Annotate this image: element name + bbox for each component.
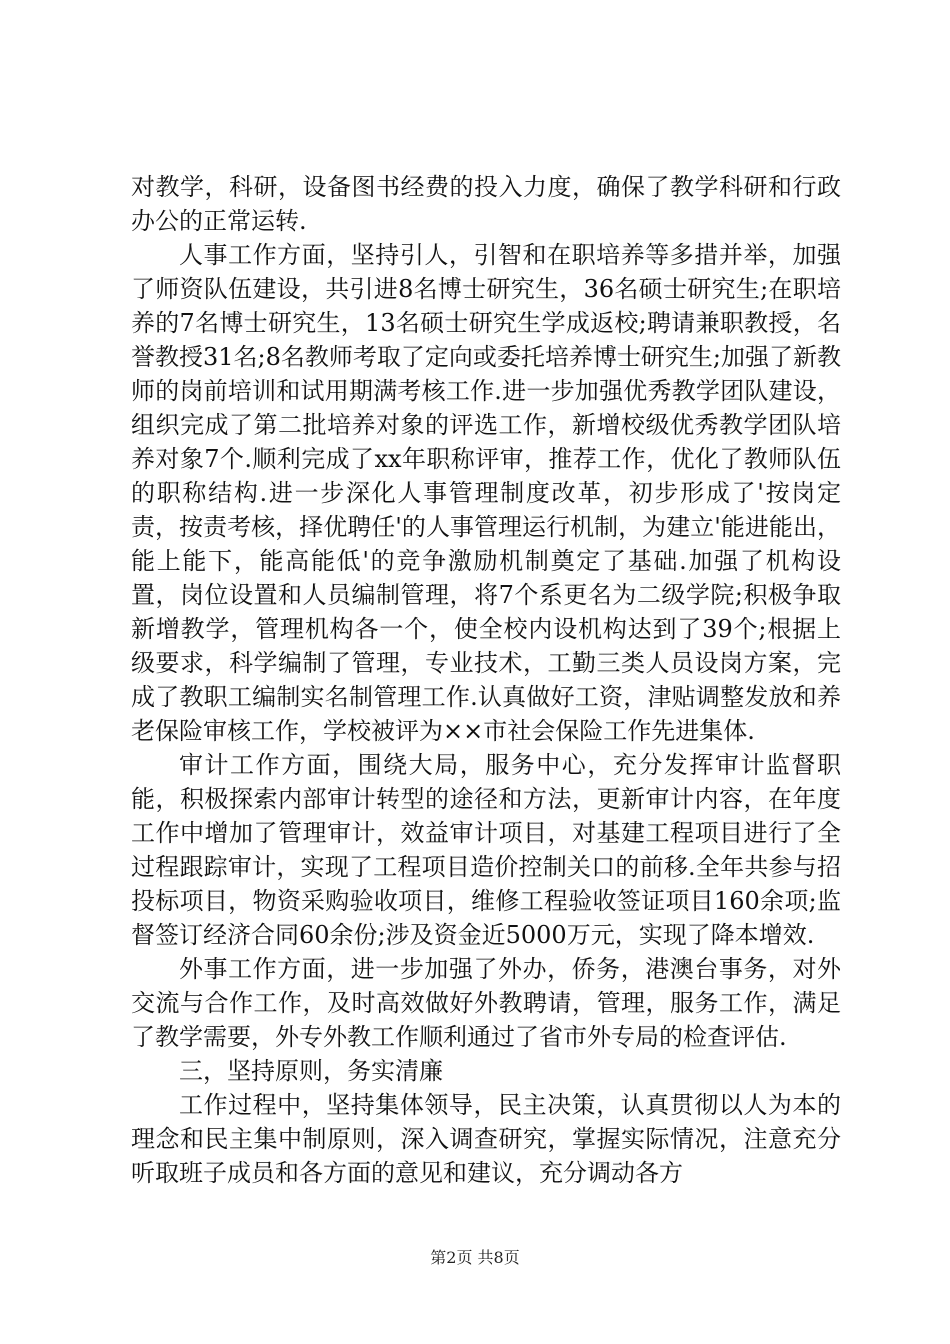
paragraph-continuation: 对教学，科研，设备图书经费的投入力度，确保了教学科研和行政办公的正常运转.	[131, 173, 841, 235]
paragraph-audit: 审计工作方面，围绕大局，服务中心，充分发挥审计监督职能，积极探索内部审计转型的途径和方法，更新审计内容，在年度工作中增加了管理审计，效益审计项目，对基建工程项目进行了全过程跟踪审计，实现了工程项目造价控制关口的前移.全年共参与招投标项目，物资采购验收项目，维修工程验收签证项目160余项;监督签订经济合同60余份;涉及资金近5000万元，实现了降本增效.	[131, 751, 841, 949]
section-heading: 三，坚持原则，务实清廉	[179, 1057, 443, 1085]
paragraph-foreign-affairs: 外事工作方面，进一步加强了外办，侨务，港澳台事务，对外交流与合作工作，及时高效做好外教聘请，管理，服务工作，满足了教学需要，外专外教工作顺利通过了省市外专局的检查评估.	[131, 955, 841, 1051]
paragraph-personnel: 人事工作方面，坚持引人，引智和在职培养等多措并举，加强了师资队伍建设，共引进8名博士研究生，36名硕士研究生;在职培养的7名博士研究生，13名硕士研究生学成返校;聘请兼职教授，名誉教授31名;8名教师考取了定向或委托培养博士研究生;加强了新教师的岗前培训和试用期满考核工作.进一步加强优秀教学团队建设，组织完成了第二批培养对象的评选工作，新增校级优秀教学团队培养对象7个.顺利完成了xx年职称评审，推荐工作，优化了教师队伍的职称结构.进一步深化人事管理制度改革，初步形成了'按岗定责，按责考核，择优聘任'的人事管理运行机制，为建立'能进能出，能上能下，能高能低'的竞争激励机制奠定了基础.加强了机构设置，岗位设置和人员编制管理，将7个系更名为二级学院;积极争取新增教学，管理机构各一个，使全校内设机构达到了39个;根据上级要求，科学编制了管理，专业技术，工勤三类人员设岗方案，完成了教职工编制实名制管理工作.认真做好工资，津贴调整发放和养老保险审核工作，学校被评为××市社会保险工作先进集体.	[131, 241, 841, 745]
page-footer: 第2页 共8页	[430, 1248, 520, 1267]
document-body	[131, 170, 841, 1190]
paragraph-work-process: 工作过程中，坚持集体领导，民主决策，认真贯彻以人为本的理念和民主集中制原则，深入调查研究，掌握实际情况，注意充分听取班子成员和各方面的意见和建议，充分调动各方	[131, 1091, 841, 1187]
